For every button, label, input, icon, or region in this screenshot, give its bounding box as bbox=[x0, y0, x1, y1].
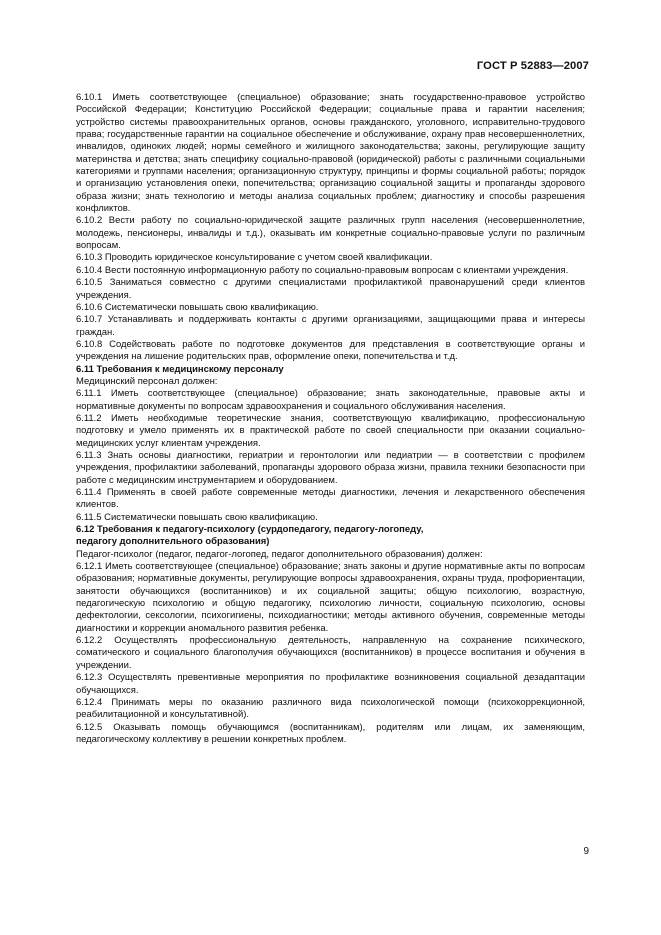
section-heading-6-11: 6.11 Требования к медицинскому персоналу bbox=[76, 363, 284, 375]
paragraph-6-10-1: 6.10.1 Иметь соответствующее (специальное) образование; знать государственно-правовое устройство Российской Федерации; Конституцию Российской Федерации; социальные права и гарантии населения; устройство системы правоохранительных органов, основы гражданского, уголовного, исправительно-трудового права; государственные гарантии на социальное обеспечение и обслуживание, охрану прав несовершеннолетних, инвалидов, одиноких людей; нормы семейного и жилищного законодательства; законы, регулирующие защиту материнства и детства; знать специфику социально-правовой (юридической) работы с различными социальными категориями и группами населения; организационную структуру, принципы и формы социальной работы; порядок и организацию установления опеки, попечительства; организацию социальной защиты и пропаганды здорового образа жизни; знать технологию и методы анализа социальных проблем; диагностику и способы разрешения конфликтов. bbox=[76, 92, 585, 215]
section-heading-6-12-line2: педагогу дополнительного образования) bbox=[76, 536, 270, 548]
paragraph-6-11-4: 6.11.4 Применять в своей работе современные методы диагностики, лечения и лекарственного обеспечения клиентов. bbox=[76, 487, 585, 511]
paragraph-6-10-3: 6.10.3 Проводить юридическое консультирование с учетом своей квалификации. bbox=[76, 252, 433, 264]
paragraph-6-10-7: 6.10.7 Устанавливать и поддерживать контакты с другими организациями, защищающими права и интересы граждан. bbox=[76, 314, 585, 338]
paragraph-6-11-3: 6.11.3 Знать основы диагностики, гериатрии и геронтологии или педиатрии — в соответствии с профилем учреждения, профилактики заболеваний, пропаганды здорового образа жизни, правила техники безопасности при работе с медицинским инструментарием и оборудованием. bbox=[76, 449, 585, 486]
paragraph-6-10-6: 6.10.6 Систематически повышать свою квалификацию. bbox=[76, 301, 319, 313]
paragraph-6-11-2: 6.11.2 Иметь необходимые теоретические знания, соответствующую квалификацию, профессиональную подготовку и умело применять их в практической работе по своей специальности при оказании социально-медицинских услуг клиентам учреждения. bbox=[76, 412, 585, 449]
page-number: 9 bbox=[583, 846, 589, 857]
section-heading-6-12 bbox=[76, 524, 585, 549]
paragraph-6-12-5: 6.12.5 Оказывать помощь обучающимся (воспитанникам), родителям или лицам, их заменяющим, педагогическому коллективу в решении конкретных проблем. bbox=[76, 721, 585, 745]
paragraph-6-11-5: 6.11.5 Систематически повышать свою квалификацию. bbox=[76, 511, 318, 523]
paragraph-6-12-4: 6.12.4 Принимать меры по оказанию различного вида психологической помощи (психокоррекционной, реабилитационной и консультативной). bbox=[76, 696, 585, 721]
paragraph-6-12-2: 6.12.2 Осуществлять профессиональную деятельность, направленную на сохранение психического, соматического и социального благополучия обучающихся (воспитанников) в процессе воспитания и обучения в учреждении. bbox=[76, 635, 585, 671]
paragraph-6-12-3: 6.12.3 Осуществлять превентивные мероприятия по профилактике возникновения социальной дезадаптации обучающихся. bbox=[76, 672, 585, 696]
paragraph-6-10-8: 6.10.8 Содействовать работе по подготовке документов для представления в соответствующие органы и учреждения на лишение родительских прав, оформление опеки, попечительства и т.д. bbox=[76, 338, 585, 363]
paragraph-6-11-1: 6.11.1 Иметь соответствующее (специальное) образование; знать законодательные, правовые акты и нормативные документы по вопросам здравоохранения и социального обслуживания населения. bbox=[76, 388, 585, 412]
standard-header: ГОСТ Р 52883—2007 bbox=[476, 60, 589, 72]
paragraph-6-12-intro: Педагог-психолог (педагог, педагог-логопед, педагог дополнительного образования) должен: bbox=[76, 548, 483, 560]
paragraph-6-12-1: 6.12.1 Иметь соответствующее (специальное) образование; знать законы и другие нормативные акты по вопросам образования; нормативные документы, регулирующие вопросы здравоохранения, охраны труда, профориентации, занятости обучающихся (воспитанников) и их социальной защиты; общую психологию, возрастную, педагогическую психологию и общую педагогику, психологию личности, социальную психологию, основы дефектологии, сексологии, психогигиены, психодиагностики; методы активного обучения, современные методы диагностики и коррекции аномального развития ребенка. bbox=[76, 561, 585, 634]
paragraph-6-11-intro: Медицинский персонал должен: bbox=[76, 375, 218, 387]
paragraph-6-10-5: 6.10.5 Заниматься совместно с другими специалистами профилактикой правонарушений среди клиентов учреждения. bbox=[76, 277, 585, 301]
section-heading-6-12-line1: 6.12 Требования к педагогу-психологу (сурдопедагогу, педагогу-логопеду, bbox=[76, 524, 424, 536]
paragraph-6-10-4: 6.10.4 Вести постоянную информационную работу по социально-правовым вопросам с клиентами учреждения. bbox=[76, 264, 569, 276]
document-body bbox=[76, 92, 585, 746]
paragraph-6-10-2: 6.10.2 Вести работу по социально-юридической защите различных групп населения (несовершеннолетние, молодежь, пенсионеры, инвалиды и т.д.), оказывать им конкретные социально-правовые услуги по различным вопросам. bbox=[76, 215, 585, 252]
